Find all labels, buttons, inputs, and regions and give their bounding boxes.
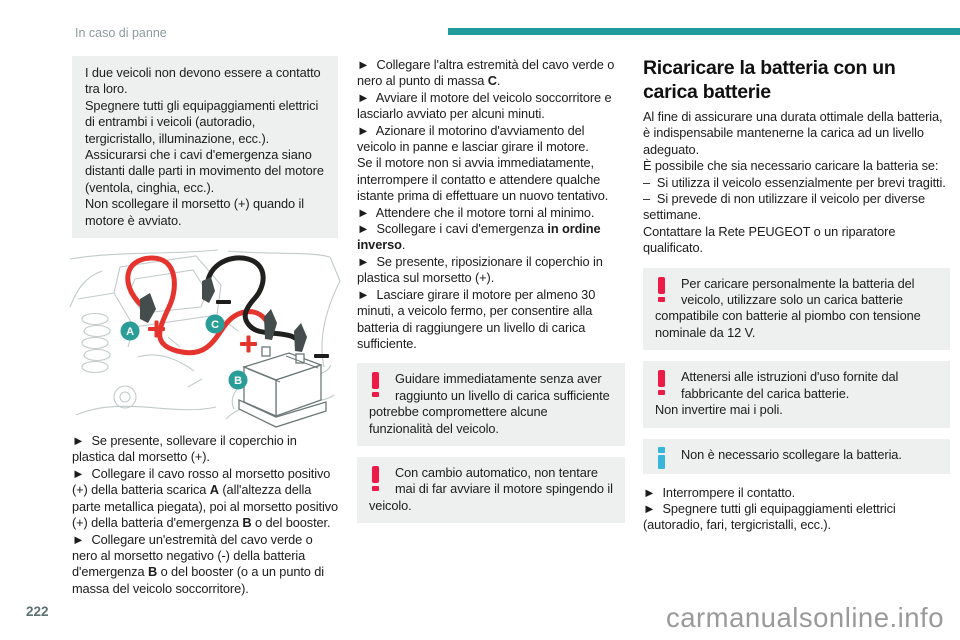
warning-icon	[655, 276, 681, 308]
warning-text: Attenersi alle istruzioni d'uso fornite dal fabbricante del carica batterie.	[681, 369, 899, 401]
left-column	[72, 56, 338, 597]
info-box	[643, 439, 950, 474]
list-item: – Si utilizza il veicolo essenzialmente per brevi tragitti.	[643, 174, 946, 190]
watermark: carmanualsonline.info	[665, 602, 944, 633]
step-paragraph: ► Attendere che il motore torni al minimo.	[357, 204, 595, 220]
right-column	[643, 57, 950, 534]
warning-box	[643, 268, 950, 351]
page-number: 222	[26, 604, 49, 619]
list-item: – Si prevede di non utilizzare il veicolo per diverse settimane.	[643, 191, 925, 223]
callout-b-label: B	[234, 375, 242, 388]
step-paragraph: ► Spegnere tutti gli equipaggiamenti elettrici (autoradio, fari, tergicristalli, ecc.).	[643, 500, 896, 533]
step-paragraph: ► Se presente, sollevare il coperchio in plastica dal morsetto (+).	[72, 433, 297, 465]
warning-box	[357, 363, 625, 446]
step-paragraph: ► Se presente, riposizionare il coperchio in plastica sul morsetto (+).	[357, 253, 603, 286]
step-paragraph: ► Collegare l'altra estremità del cavo verde o nero al punto di massa C.	[357, 57, 615, 89]
step-paragraph: ► Interrompere il contatto.	[643, 484, 796, 500]
body-paragraph: È possibile che sia necessario caricare la batteria se:	[643, 158, 939, 174]
body-paragraph: Contattare la Rete PEUGEOT o un riparatore qualificato.	[643, 223, 896, 256]
warning-text: Non invertire mai i poli.	[655, 402, 783, 418]
callout-c-label: C	[211, 319, 219, 332]
warning-text: Con cambio automatico, non tentare mai di far avviare il motore spingendo il veicolo.	[369, 464, 613, 513]
section-header: In caso di panne	[75, 26, 167, 40]
booster-battery	[239, 347, 326, 427]
step-paragraph: ► Scollegare i cavi d'emergenza in ordine inverso.	[357, 221, 601, 253]
body-paragraph: Al fine di assicurare una durata ottimale della batteria, è indispensabile mantenerne la carica ad un livello adeguato.	[643, 109, 943, 157]
notice-paragraph: I due veicoli non devono essere a contatto tra loro.	[85, 65, 321, 97]
step-paragraph: ► Azionare il motorino d'avviamento del veicolo in panne e lasciar girare il motore.	[357, 122, 589, 155]
notice-paragraph: Spegnere tutti gli equipaggiamenti elettrici di entrambi i veicoli (autoradio, tergicristallo, illuminazione, ecc.).	[85, 97, 319, 146]
header-accent-bar	[448, 28, 960, 35]
notice-paragraph: Assicurarsi che i cavi d'emergenza siano distanti dalle parti in movimento del motore (ventola, cinghia, ecc.).	[85, 147, 324, 195]
warning-icon	[369, 465, 395, 497]
middle-column	[357, 57, 625, 523]
step-paragraph: ► Avviare il motore del veicolo soccorritore e lasciarlo avviato per alcuni minuti.	[357, 89, 612, 122]
step-paragraph: Se il motore non si avvia immediatamente, interrompere il contatto e attendere qualche istante prima di effettuare un nuovo tentativo.	[357, 155, 609, 204]
notice-paragraph: Non scollegare il morsetto (+) quando il motore è avviato.	[85, 196, 304, 228]
warning-text: Guidare immediatamente senza aver raggiunto un livello di carica sufficiente potrebbe compromettere alcune funzionalità del veicolo.	[369, 371, 610, 436]
warning-icon	[369, 371, 395, 403]
step-paragraph: ► Collegare un'estremità del cavo verde o nero al morsetto negativo (-) della batteria d'emergenza B o del booster (o a un punto di massa del veicolo soccorritore).	[72, 531, 325, 596]
warning-box	[643, 361, 950, 427]
callout-a-label: A	[126, 326, 134, 339]
step-paragraph: ► Collegare il cavo rosso al morsetto positivo (+) della batteria scarica A (all'altezza della parte metallica piegata), poi al morsetto positivo (+) della batteria d'emergenza B o del booster.	[72, 465, 339, 531]
warning-box	[357, 457, 625, 523]
section-title: Ricaricare la batteria con un carica batterie	[643, 57, 896, 103]
notice-box	[72, 56, 338, 238]
warning-text: Per caricare personalmente la batteria del veicolo, utilizzare solo un carica batterie compatibile con batterie al piombo con tensione nominale da 12 V.	[655, 275, 921, 340]
info-icon	[655, 447, 681, 465]
jump-start-illustration	[68, 247, 345, 430]
step-paragraph: ► Lasciare girare il motore per almeno 30 minuti, a veicolo fermo, per consentire alla batteria di raggiungere un livello di carica sufficiente.	[357, 286, 596, 351]
warning-icon	[655, 369, 681, 401]
info-text: Non è necessario scollegare la batteria.	[681, 446, 902, 462]
